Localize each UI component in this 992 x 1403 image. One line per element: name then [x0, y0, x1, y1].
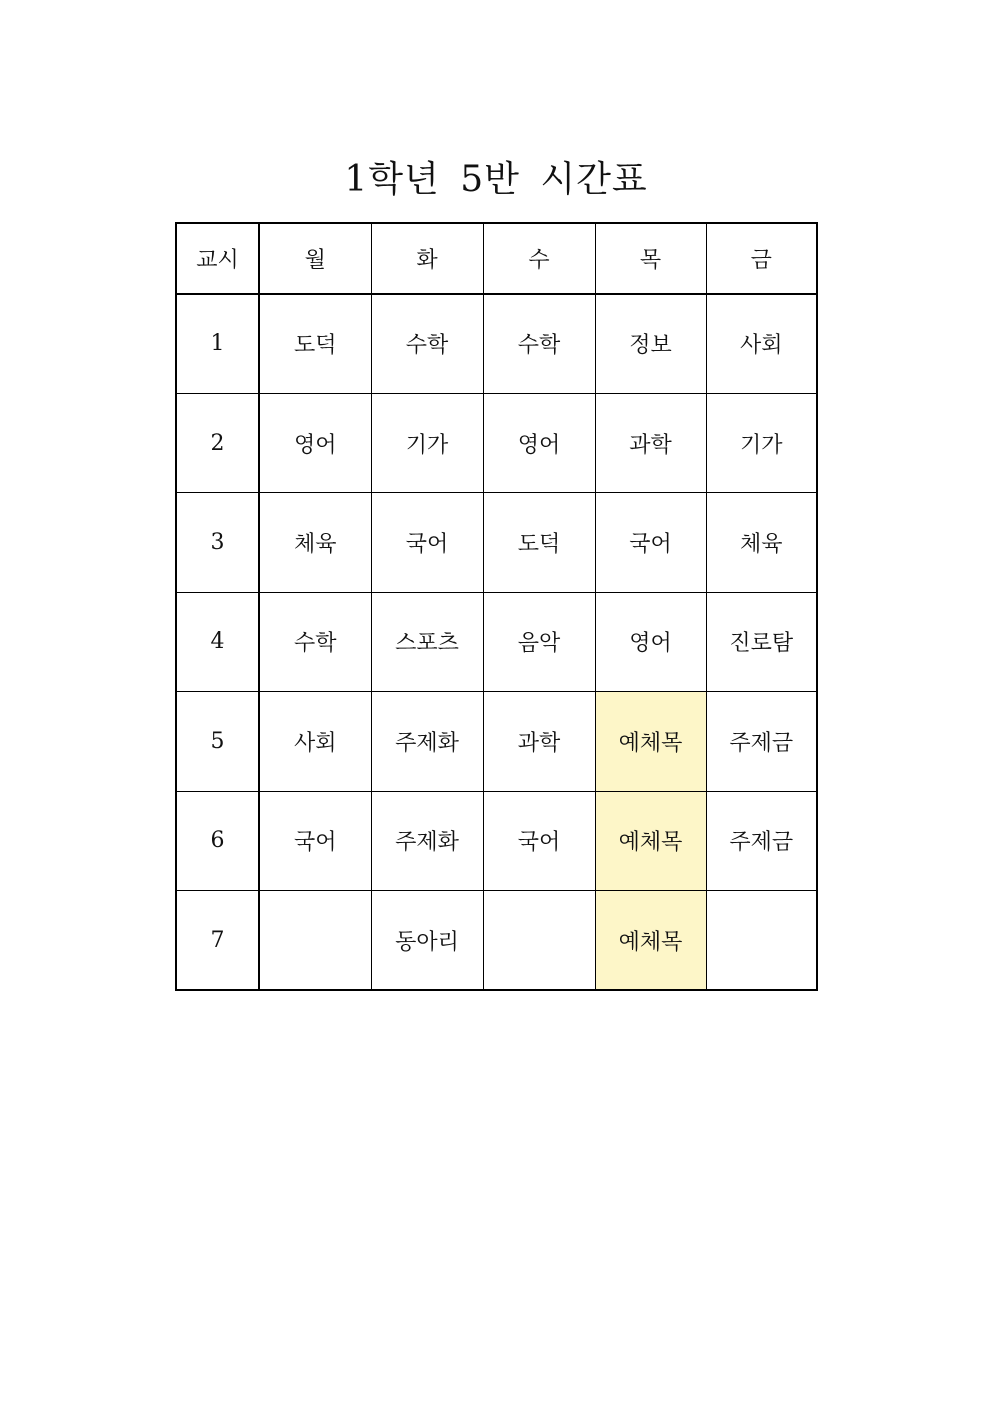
- header-mon: 월: [259, 223, 371, 294]
- cell-thu-highlighted: 예체목: [595, 891, 706, 990]
- header-period: 교시: [176, 223, 259, 294]
- cell-thu: 과학: [595, 393, 706, 492]
- cell-fri: 주제금: [706, 791, 817, 890]
- period-cell: 2: [176, 393, 259, 492]
- page-title: 1학년 5반 시간표: [344, 159, 648, 200]
- cell-thu: 영어: [595, 592, 706, 691]
- cell-tue: 주제화: [371, 692, 483, 791]
- cell-mon: 영어: [259, 393, 371, 492]
- header-thu: 목: [595, 223, 706, 294]
- cell-thu-highlighted: 예체목: [595, 791, 706, 890]
- period-cell: 3: [176, 493, 259, 592]
- table-row: [176, 692, 817, 791]
- period-cell: 4: [176, 592, 259, 691]
- period-cell: 5: [176, 692, 259, 791]
- header-wed: 수: [483, 223, 595, 294]
- cell-mon: 국어: [259, 791, 371, 890]
- cell-mon: [259, 891, 371, 990]
- header-row: [176, 223, 817, 294]
- cell-fri: 체육: [706, 493, 817, 592]
- cell-fri: 진로탐: [706, 592, 817, 691]
- cell-fri: 사회: [706, 294, 817, 393]
- table-row: [176, 294, 817, 393]
- cell-fri: 주제금: [706, 692, 817, 791]
- table-row: [176, 791, 817, 890]
- cell-tue: 스포츠: [371, 592, 483, 691]
- cell-wed: 영어: [483, 393, 595, 492]
- cell-fri: 기가: [706, 393, 817, 492]
- cell-tue: 수학: [371, 294, 483, 393]
- cell-tue: 국어: [371, 493, 483, 592]
- cell-wed: [483, 891, 595, 990]
- cell-fri: [706, 891, 817, 990]
- period-cell: 7: [176, 891, 259, 990]
- table-row: [176, 493, 817, 592]
- cell-wed: 도덕: [483, 493, 595, 592]
- cell-mon: 도덕: [259, 294, 371, 393]
- cell-thu-highlighted: 예체목: [595, 692, 706, 791]
- period-cell: 1: [176, 294, 259, 393]
- cell-mon: 수학: [259, 592, 371, 691]
- timetable: [175, 222, 818, 991]
- header-fri: 금: [706, 223, 817, 294]
- cell-wed: 수학: [483, 294, 595, 393]
- cell-mon: 체육: [259, 493, 371, 592]
- table-row: [176, 891, 817, 990]
- cell-tue: 주제화: [371, 791, 483, 890]
- cell-wed: 국어: [483, 791, 595, 890]
- cell-mon: 사회: [259, 692, 371, 791]
- period-cell: 6: [176, 791, 259, 890]
- cell-tue: 기가: [371, 393, 483, 492]
- table-row: [176, 592, 817, 691]
- cell-wed: 과학: [483, 692, 595, 791]
- cell-thu: 정보: [595, 294, 706, 393]
- cell-thu: 국어: [595, 493, 706, 592]
- cell-wed: 음악: [483, 592, 595, 691]
- header-tue: 화: [371, 223, 483, 294]
- cell-tue: 동아리: [371, 891, 483, 990]
- table-row: [176, 393, 817, 492]
